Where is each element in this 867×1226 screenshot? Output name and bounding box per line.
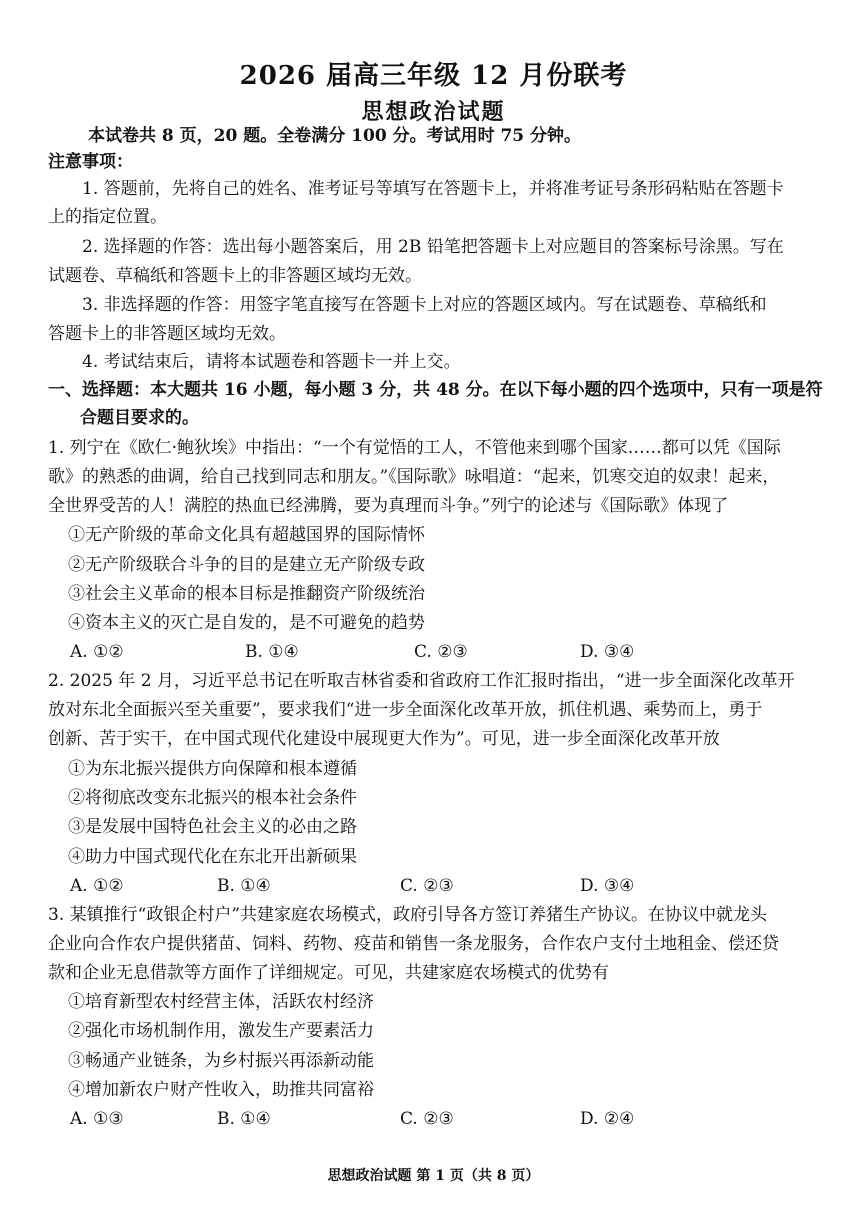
- exam-title: 2026 届高三年级 12 月份联考: [239, 61, 628, 91]
- section-heading-cont: 合题目要求的。: [80, 408, 199, 428]
- q3-option-d: D. ②④: [580, 1109, 635, 1129]
- notice-item-3: 3. 非选择题的作答：用签字笔直接写在答题卡上对应的答题区域内。写在试题卷、草稿纸和: [82, 295, 767, 315]
- notice-item-3-cont: 答题卡上的非答题区域均无效。: [48, 324, 286, 344]
- q1-option-a: A. ①②: [70, 642, 124, 662]
- q1-option-b: B. ①④: [245, 642, 299, 662]
- notice-item-1-cont: 上的指定位置。: [48, 207, 167, 227]
- q2-stem-line2: 放对东北全面振兴至关重要”，要求我们“进一步全面深化改革开放，抓住机遇、乘势而上，勇于: [48, 700, 763, 720]
- q3-statement-4: ④增加新农户财产性收入，助推共同富裕: [68, 1080, 374, 1100]
- q2-statement-3: ③是发展中国特色社会主义的必由之路: [68, 817, 357, 837]
- q3-option-c: C. ②③: [400, 1109, 454, 1129]
- q2-statement-2: ②将彻底改变东北振兴的根本社会条件: [68, 788, 357, 808]
- notice-item-2: 2. 选择题的作答：选出每小题答案后，用 2B 铅笔把答题卡上对应题目的答案标号涂黑。写在: [82, 237, 784, 257]
- q1-option-c: C. ②③: [414, 642, 468, 662]
- notice-item-2-cont: 试题卷、草稿纸和答题卡上的非答题区域均无效。: [48, 266, 422, 286]
- q1-statement-4: ④资本主义的灭亡是自发的，是不可避免的趋势: [68, 613, 425, 633]
- notice-item-4: 4. 考试结束后，请将本试题卷和答题卡一并上交。: [82, 352, 461, 372]
- q2-option-a: A. ①②: [70, 876, 124, 896]
- q2-stem-line3: 创新、苦于实干，在中国式现代化建设中展现更大作为”。可见，进一步全面深化改革开放: [48, 729, 720, 749]
- q2-statement-4: ④助力中国式现代化在东北开出新硕果: [68, 847, 357, 867]
- q1-statement-2: ②无产阶级联合斗争的目的是建立无产阶级专政: [68, 555, 425, 575]
- section-heading: 一、选择题：本大题共 16 小题，每小题 3 分，共 48 分。在以下每小题的四个选项中，只有一项是符: [48, 380, 823, 400]
- q2-stem-line1: 2. 2025 年 2 月，习近平总书记在听取吉林省委和省政府工作汇报时指出，“进一步全面深化改革开: [48, 671, 795, 691]
- page-footer: 思想政治试题 第 1 页（共 8 页）: [327, 1168, 540, 1184]
- q2-statement-1: ①为东北振兴提供方向保障和根本遵循: [68, 759, 357, 779]
- notice-heading: 注意事项：: [48, 152, 133, 172]
- q2-option-d: D. ③④: [580, 876, 635, 896]
- q3-option-a: A. ①③: [70, 1109, 124, 1129]
- notice-item-1: 1. 答题前，先将自己的姓名、准考证号等填写在答题卡上，并将准考证号条形码粘贴在答题卡: [82, 179, 784, 199]
- q1-stem-line3: 全世界受苦的人！满腔的热血已经沸腾，要为真理而斗争。”列宁的论述与《国际歌》体现了: [48, 496, 729, 516]
- q2-option-c: C. ②③: [400, 876, 454, 896]
- q1-option-d: D. ③④: [580, 642, 635, 662]
- q2-option-b: B. ①④: [217, 876, 271, 896]
- q1-statement-1: ①无产阶级的革命文化具有超越国界的国际情怀: [68, 525, 425, 545]
- q1-stem-line2: 歌》的熟悉的曲调，给自己找到同志和朋友。”《国际歌》咏唱道：“起来，饥寒交迫的奴隶！起来，: [48, 467, 780, 487]
- q3-stem-line1: 3. 某镇推行“政银企村户”共建家庭农场模式，政府引导各方签订养猪生产协议。在协议中就龙头: [48, 905, 768, 925]
- q3-statement-2: ②强化市场机制作用，激发生产要素活力: [68, 1021, 374, 1041]
- q3-statement-1: ①培育新型农村经营主体，活跃农村经济: [68, 992, 374, 1012]
- q3-statement-3: ③畅通产业链条，为乡村振兴再添新动能: [68, 1051, 374, 1071]
- q3-stem-line3: 款和企业无息借款等方面作了详细规定。可见，共建家庭农场模式的优势有: [48, 963, 609, 983]
- q3-stem-line2: 企业向合作农户提供猪苗、饲料、药物、疫苗和销售一条龙服务，合作农户支付土地租金、偿还贷: [48, 934, 779, 954]
- exam-subtitle: 思想政治试题: [361, 99, 506, 125]
- q1-statement-3: ③社会主义革命的根本目标是推翻资产阶级统治: [68, 584, 425, 604]
- q1-stem-line1: 1. 列宁在《欧仁·鲍狄埃》中指出：“一个有觉悟的工人，不管他来到哪个国家……都可以凭《国际: [48, 438, 781, 458]
- q3-option-b: B. ①④: [217, 1109, 271, 1129]
- exam-info: 本试卷共 8 页，20 题。全卷满分 100 分。考试用时 75 分钟。: [88, 126, 582, 146]
